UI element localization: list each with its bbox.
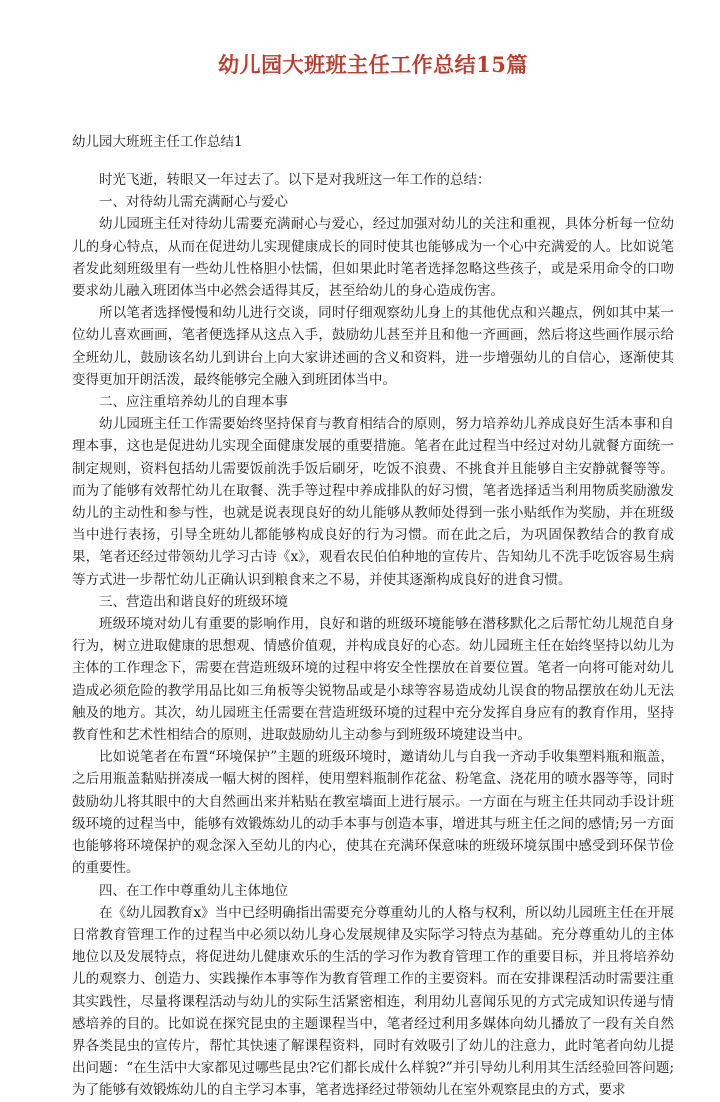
paragraph: 幼儿园班主任对待幼儿需要充满耐心与爱心，经过加强对幼儿的关注和重视，具体分析每一位幼儿的身心特点，从而在促进幼儿实现健康成长的同时使其也能够成为一个心中充满爱的人。比如说笔者发此刻班级里有一些幼儿性格胆小怯懦，但如果此时笔者选择忽略这些孩子，或是采用命令的口吻要求幼儿融入班团体当中必然会适得其反，甚至给幼儿的身心造成伤害。 (72, 216, 674, 300)
paragraph: 比如说笔者在布置“环境保护”主题的班级环境时，邀请幼儿与自我一齐动手收集塑料瓶和瓶盖，之后用瓶盖黏贴拼凑成一幅大树的图样，使用塑料瓶制作花盆、粉笔盒、浇花用的喷水器等等，同时鼓励幼儿将其眼中的大自然画出来并粘贴在教室墙面上进行展示。一方面在与班主任共同动手设计班级环境的过程当中，能够有效锻炼幼儿的动手本事与创造本事，增进其与班主任之间的感情;另一方面也能够将环境保护的观念深入至幼儿的内心，使其在充满环保意味的班级环境氛围中感受到环保节俭的重要性。 (72, 749, 674, 877)
heading-section-3: 三、营造出和谐良好的班级环境 (99, 593, 288, 610)
heading-section-4: 四、在工作中尊重幼儿主体地位 (99, 882, 288, 899)
heading-section-2: 二、应注重培养幼儿的自理本事 (99, 394, 288, 411)
paragraph: 班级环境对幼儿有重要的影响作用，良好和谐的班级环境能够在潜移默化之后帮忙幼儿规范自身行为，树立进取健康的思想观、情感价值观，并构成良好的心态。幼儿园班主任在始终坚持以幼儿为主体的工作理念下，需要在营造班级环境的过程中将安全性摆放在首要位置。笔者一向将可能对幼儿造成必须危险的教学用品比如三角板等尖锐物品或是小球等容易造成幼儿误食的物品摆放在幼儿无法触及的地方。其次，幼儿园班主任需要在营造班级环境的过程中充分发挥自身应有的教育作用，坚持教育性和艺术性相结合的原则，进取鼓励幼儿主动参与到班级环境建设当中。 (72, 616, 674, 744)
section-subtitle: 幼儿园大班班主任工作总结1 (72, 134, 243, 150)
paragraph: 所以笔者选择慢慢和幼儿进行交谈，同时仔细观察幼儿身上的其他优点和兴趣点，例如其中某一位幼儿喜欢画画，笔者便选择从这点入手，鼓励幼儿甚至并且和他一齐画画，然后将这些画作展示给全班幼儿，鼓励该名幼儿到讲台上向大家讲述画的含义和资料，进一步增强幼儿的自信心，逐渐使其变得更加开朗活泼，最终能够完全融入到班团体当中。 (72, 305, 674, 388)
paragraph-intro: 时光飞逝，转眼又一年过去了。以下是对我班这一年工作的总结： (99, 172, 491, 188)
heading-section-1: 一、对待幼儿需充满耐心与爱心 (99, 194, 288, 211)
paragraph: 幼儿园班主任工作需要始终坚持保育与教育相结合的原则，努力培养幼儿养成良好生活本事和自理本事，这也是促进幼儿实现全面健康发展的重要措施。笔者在此过程当中经过对幼儿就餐方面统一制定规则，资料包括幼儿需要饭前洗手饭后刷牙，吃饭不浪费、不挑食并且能够自主安静就餐等等。而为了能够有效帮忙幼儿在取餐、洗手等过程中养成排队的好习惯，笔者选择适当利用物质奖励激发幼儿的主动性和参与性，也就是说表现良好的幼儿能够从教师处得到一张小贴纸作为奖励，并在班级当中进行表扬，引导全班幼儿都能够构成良好的行为习惯。而在此之后，为巩固保教结合的教育成果，笔者还经过带领幼儿学习古诗《x》，观看农民伯伯种地的宣传片、告知幼儿不洗手吃饭容易生病等方式进一步帮忙幼儿正确认识到粮食来之不易，并使其逐渐构成良好的进食习惯。 (72, 416, 674, 588)
paragraph: 在《幼儿园教育x》当中已经明确指出需要充分尊重幼儿的人格与权利，所以幼儿园班主任在开展日常教育管理工作的过程当中必须以幼儿身心发展规律及实际学习特点为基础。充分尊重幼儿的主体地位以及发展特点，将促进幼儿健康欢乐的生活的学习作为教育管理工作的重要目标，并且将培养幼儿的观察力、创造力、实践操作本事等作为教育管理工作的主要资料。而在安排课程活动时需要注重其实践性，尽量将课程活动与幼儿的实际生活紧密相连，利用幼儿喜闻乐见的方式完成知识传递与情感培养的目的。比如说在探究昆虫的主题课程当中，笔者经过利用多媒体向幼儿播放了一段有关自然界各类昆虫的宣传片，帮忙其快速了解课程资料，同时有效吸引了幼儿的注意力，此时笔者向幼儿提出问题：“在生活中大家都见过哪些昆虫?它们都长成什么样貌?”并引导幼儿利用其生活经验回答问题;为了能够有效锻炼幼儿的自主学习本事，笔者选择经过带领幼儿在室外观察昆虫的方式，要求 (72, 904, 674, 1099)
document-body (72, 169, 674, 1102)
document-title: 幼儿园大班班主任工作总结15篇 (218, 52, 528, 77)
